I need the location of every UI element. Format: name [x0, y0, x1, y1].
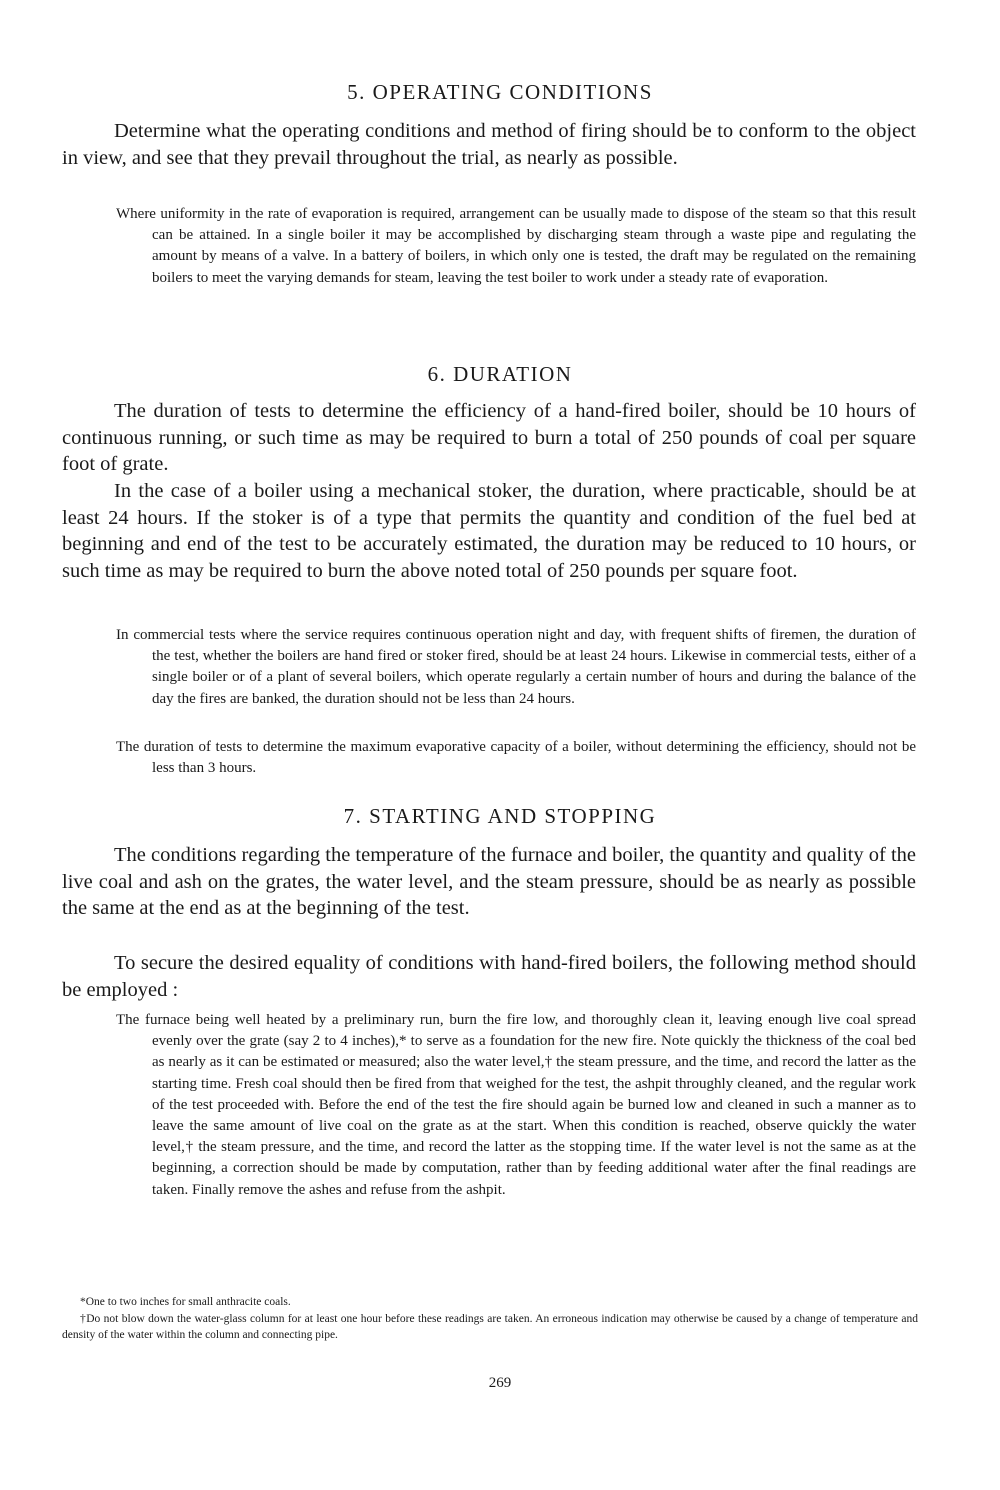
note-paragraph: The duration of tests to determine the maximum evaporative capacity of a boiler, without determining the efficiency, should not be less than 3 hours. [116, 739, 916, 777]
note-paragraph: The furnace being well heated by a preliminary run, burn the fire low, and thoroughly clean it, leaving enough live coal spread evenly over the grate (say 2 to 4 inches),* to serve as a foundation for the new fire. Note quickly the thickness of the coal bed as nearly as it can be estimated or measured; also the water level,† the steam pressure, and the time, and record the latter as the starting time. Fresh coal should then be fired from that weighed for the test, the ashpit throughly cleaned, and the regular work of the test proceeded with. Before the end of the test the fire should again be burned low and cleaned in such a manner as to leave the same amount of live coal on the grate as at the start. When this condition is reached, observe quickly the water level,† the steam pressure, and the time, and record the latter as the stopping time. If the water level is not the same as at the beginning, a correction should be made by computation, rather than by feeding additional water after the final readings are taken. Finally remove the ashes and refuse from the ashpit. [116, 1012, 916, 1198]
note-paragraph: In commercial tests where the service requires continuous operation night and day, with frequent shifts of firemen, the duration of the test, whether the boilers are hand fired or stoker fired, should be at least 24 hours. Likewise in commercial tests, either of a single boiler or of a plant of several boilers, which operate regularly a certain number of hours and during the balance of the day the fires are banked, the duration should not be less than 24 hours. [116, 627, 916, 707]
body-paragraph: Determine what the operating conditions and method of firing should be to conform to the object in view, and see that they prevail throughout the trial, as nearly as possible. [62, 120, 916, 169]
footnote: †Do not blow down the water-glass column for at least one hour before these readings are taken. An erroneous indication may otherwise be caused by a change of temperature and density of the water within the column and connecting pipe. [62, 1313, 918, 1341]
body-paragraph: The conditions regarding the temperature of the furnace and boiler, the quantity and quality of the live coal and ash on the grates, the water level, and the steam pressure, should be as nearly as possible the same at the end as at the beginning of the test. [62, 844, 916, 920]
footnote: *One to two inches for small anthracite coals. [80, 1296, 291, 1308]
body-paragraph: The duration of tests to determine the efficiency of a hand-fired boiler, should be 10 hours of continuous running, or such time as may be required to burn a total of 250 pounds of coal per square foot of grate. [62, 400, 916, 476]
section-heading-operating-conditions: 5. OPERATING CONDITIONS [347, 80, 653, 104]
note-paragraph: Where uniformity in the rate of evaporation is required, arrangement can be usually made to dispose of the steam so that this result can be attained. In a single boiler it may be accomplished by discharging steam through a waste pipe and regulating the amount by means of a valve. In a battery of boilers, in which only one is tested, the draft may be regulated on the remaining boilers to meet the varying demands for steam, leaving the test boiler to work under a steady rate of evaporation. [116, 206, 916, 286]
body-paragraph: To secure the desired equality of conditions with hand-fired boilers, the following method should be employed : [62, 952, 916, 1001]
body-paragraph: In the case of a boiler using a mechanical stoker, the duration, where practicable, should be at least 24 hours. If the stoker is of a type that permits the quantity and condition of the fuel bed at beginning and end of the test to be accurately estimated, the duration may be reduced to 10 hours, or such time as may be required to burn the above noted total of 250 pounds per square foot. [62, 480, 916, 582]
section-heading-duration: 6. DURATION [427, 362, 573, 386]
page-number: 269 [488, 1375, 512, 1391]
section-heading-starting-and-stopping: 7. STARTING AND STOPPING [343, 804, 657, 828]
